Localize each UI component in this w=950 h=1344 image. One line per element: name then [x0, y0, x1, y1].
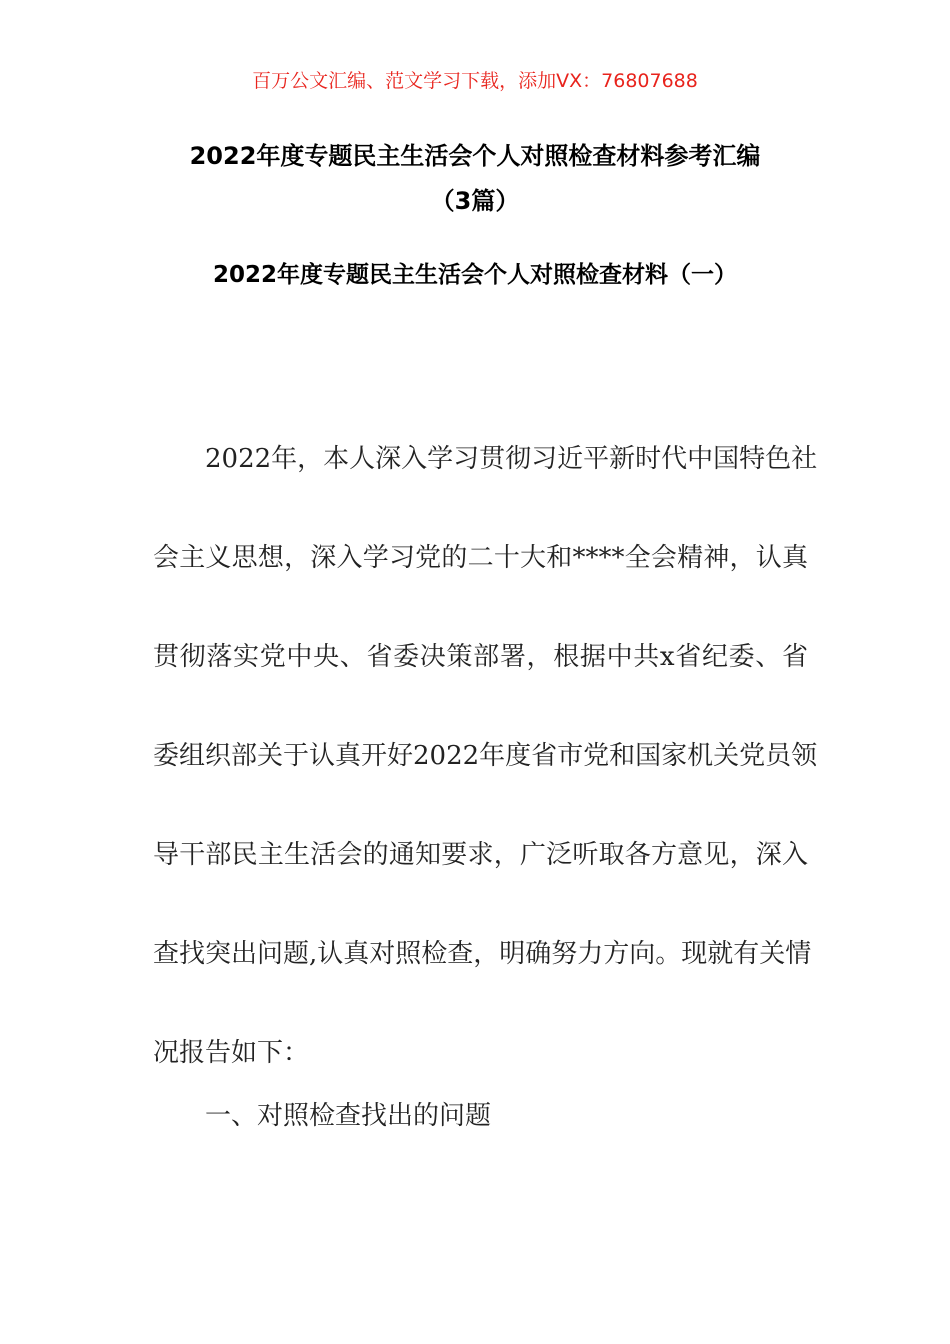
- section-heading: 一、对照检查找出的问题: [205, 1101, 492, 1131]
- paragraph-line: 况报告如下：: [153, 1038, 310, 1068]
- paragraph-line: 委组织部关于认真开好2022年度省市党和国家机关党员领: [153, 741, 818, 771]
- paragraph-line: 2022年，本人深入学习贯彻习近平新时代中国特色社: [205, 444, 818, 474]
- paragraph-line: 会主义思想，深入学习党的二十大和****全会精神，认真: [153, 543, 808, 573]
- document-subtitle: 2022年度专题民主生活会个人对照检查材料（一）: [212, 262, 737, 288]
- paragraph-line: 查找突出问题,认真对照检查，明确努力方向。现就有关情: [153, 939, 812, 969]
- document-title-count: （3篇）: [430, 187, 520, 215]
- body-paragraph: [153, 410, 818, 1103]
- header-promo-note: 百万公文汇编、范文学习下载，添加VX：76807688: [252, 70, 698, 92]
- document-title: 2022年度专题民主生活会个人对照检查材料参考汇编: [189, 142, 761, 170]
- paragraph-line: 贯彻落实党中央、省委决策部署，根据中共x省纪委、省: [153, 642, 808, 672]
- paragraph-line: 导干部民主生活会的通知要求，广泛听取各方意见，深入: [153, 840, 808, 870]
